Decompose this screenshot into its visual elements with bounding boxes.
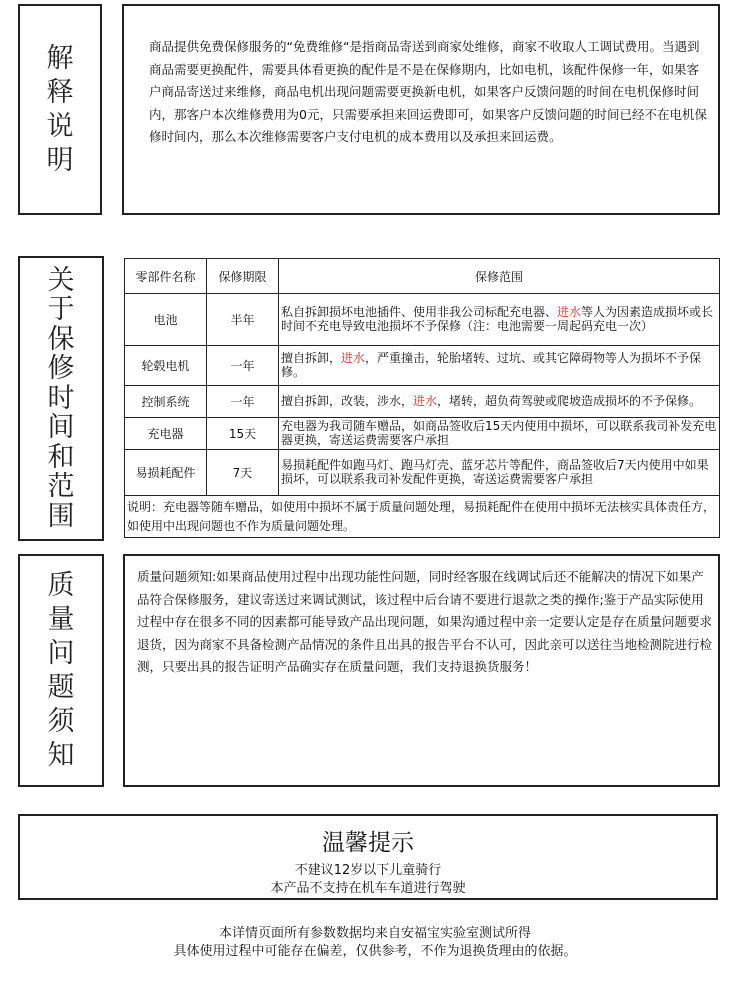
tips-box [18,814,718,900]
part-name: 电池 [125,294,207,346]
footer-line: 本详情页面所有参数数据均来自安福宝实验室测试所得 [218,926,531,941]
col-header-scope: 保修范围 [279,259,720,294]
quality-label-char: 问 [47,637,75,669]
tip-line: 不建议12岁以下儿童骑行 [294,863,442,878]
quality-label-char: 质 [47,569,75,601]
part-name: 充电器 [125,418,207,450]
warranty-label-char: 围 [47,500,75,532]
part-name: 控制系统 [125,386,207,418]
warranty-label-char: 间 [47,412,75,444]
col-header-period: 保修期限 [207,259,279,294]
table-row [125,386,720,418]
warranty-period: 7天 [207,450,279,496]
tip-line: 本产品不支持在机车车道进行驾驶 [270,881,466,896]
quality-content-box [123,554,720,787]
explain-label-char: 明 [46,144,74,176]
warranty-label-char: 和 [47,441,75,473]
warranty-label-char: 关 [47,264,75,296]
warranty-scope: 擅自拆卸，改装，涉水，进水，堵转，超负荷驾驶或爬坡造成损坏的不予保修。 [279,386,720,418]
footer-line: 具体使用过程中可能存在偏差，仅供参考，不作为退换货理由的依据。 [173,944,577,959]
warranty-scope: 私自拆卸损坏电池插件、使用非我公司标配充电器、进水等人为因素造成损坏或长时间不充电导致电池损坏不予保修（注：电池需要一周起码充电一次） [279,294,720,346]
explain-label-char: 解 [46,42,74,74]
warranty-label-char: 时 [47,382,75,414]
explain-label-char: 说 [46,110,74,142]
table-row [125,346,720,386]
warranty-scope: 充电器为我司随车赠品，如商品签收后15天内使用中损坏，可以联系我司补发充电器更换，寄送运费需要客户承担 [279,418,720,450]
warranty-period: 一年 [207,386,279,418]
table-row [125,294,720,346]
warranty-scope: 擅自拆卸，进水，严重撞击，轮胎堵转、过坑、或其它障碍物等人为损坏不予保修。 [279,346,720,386]
water-warning: 进水 [341,351,366,365]
col-header-part: 零部件名称 [125,259,207,294]
water-warning: 进水 [413,393,438,408]
quality-text: 质量问题须知:如果商品使用过程中出现功能性问题，同时经客服在线调试后还不能解决的情况下如果产品符合保修服务，建议寄送过来调试测试，该过程中后台请不要进行退款之类的操作;鉴于产品实际使用过程中存在很多不同的因素都可能导致产品出现问题，如果沟通过程中亲一定要认定是存在质量问题要求退货，因为商家不具备检测产品情况的条件且出具的报告平台不认可，因此亲可以送往当地检测院进行检测，只要出具的报告证明产品确实存在质量问题，我们支持退换货服务！ [137,569,713,674]
warranty-label-char: 范 [47,471,75,503]
quality-label-char: 知 [47,739,75,771]
table-note-row [125,496,720,538]
warranty-table [124,258,720,538]
warranty-period: 15天 [207,418,279,450]
water-warning: 进水 [557,305,582,319]
part-name: 易损耗配件 [125,450,207,496]
warranty-note: 说明：充电器等随车赠品，如使用中损坏不属于质量问题处理，易损耗配件在使用中损坏无法核实具体责任方，如使用中出现问题也不作为质量问题处理。 [125,496,720,538]
warranty-label-box [18,256,104,541]
table-row [125,418,720,450]
warranty-scope: 易损耗配件如跑马灯、跑马灯壳、蓝牙芯片等配件，商品签收后7天内使用中如果损坏，可以联系我司补发配件更换，寄送运费需要客户承担 [279,450,720,496]
part-name: 轮毂电机 [125,346,207,386]
explain-label-char: 释 [46,76,74,108]
warranty-label-char: 修 [47,353,75,385]
table-row [125,450,720,496]
warranty-period: 半年 [207,294,279,346]
explain-text: 商品提供免费保修服务的“免费维修“是指商品寄送到商家处维修，商家不收取人工调试费用。当遇到商品需要更换配件，需要具体看更换的配件是不是在保修期内，比如电机，该配件保修一年，如果客户商品寄送过来维修，商品电机出现问题需要更换新电机，如果客户反馈问题的时间在电机保修时间内，那客户本次维修费用为0元，只需要承担来回运费即可，如果客户反馈问题的时间已经不在电机保修时间内，那么本次维修需要客户支付电机的成本费用以及承担来回运费。 [149,39,707,144]
table-header-row [125,259,720,294]
warranty-period: 一年 [207,346,279,386]
quality-label-box [18,554,104,787]
quality-label-char: 须 [47,705,75,737]
warranty-label-char: 于 [47,294,75,326]
tips-title: 温馨提示 [322,830,414,856]
explain-content-box [122,4,720,215]
quality-label-char: 题 [47,671,75,703]
quality-label-char: 量 [47,603,75,635]
explain-label-box [18,4,102,215]
warranty-label-char: 保 [47,323,75,355]
